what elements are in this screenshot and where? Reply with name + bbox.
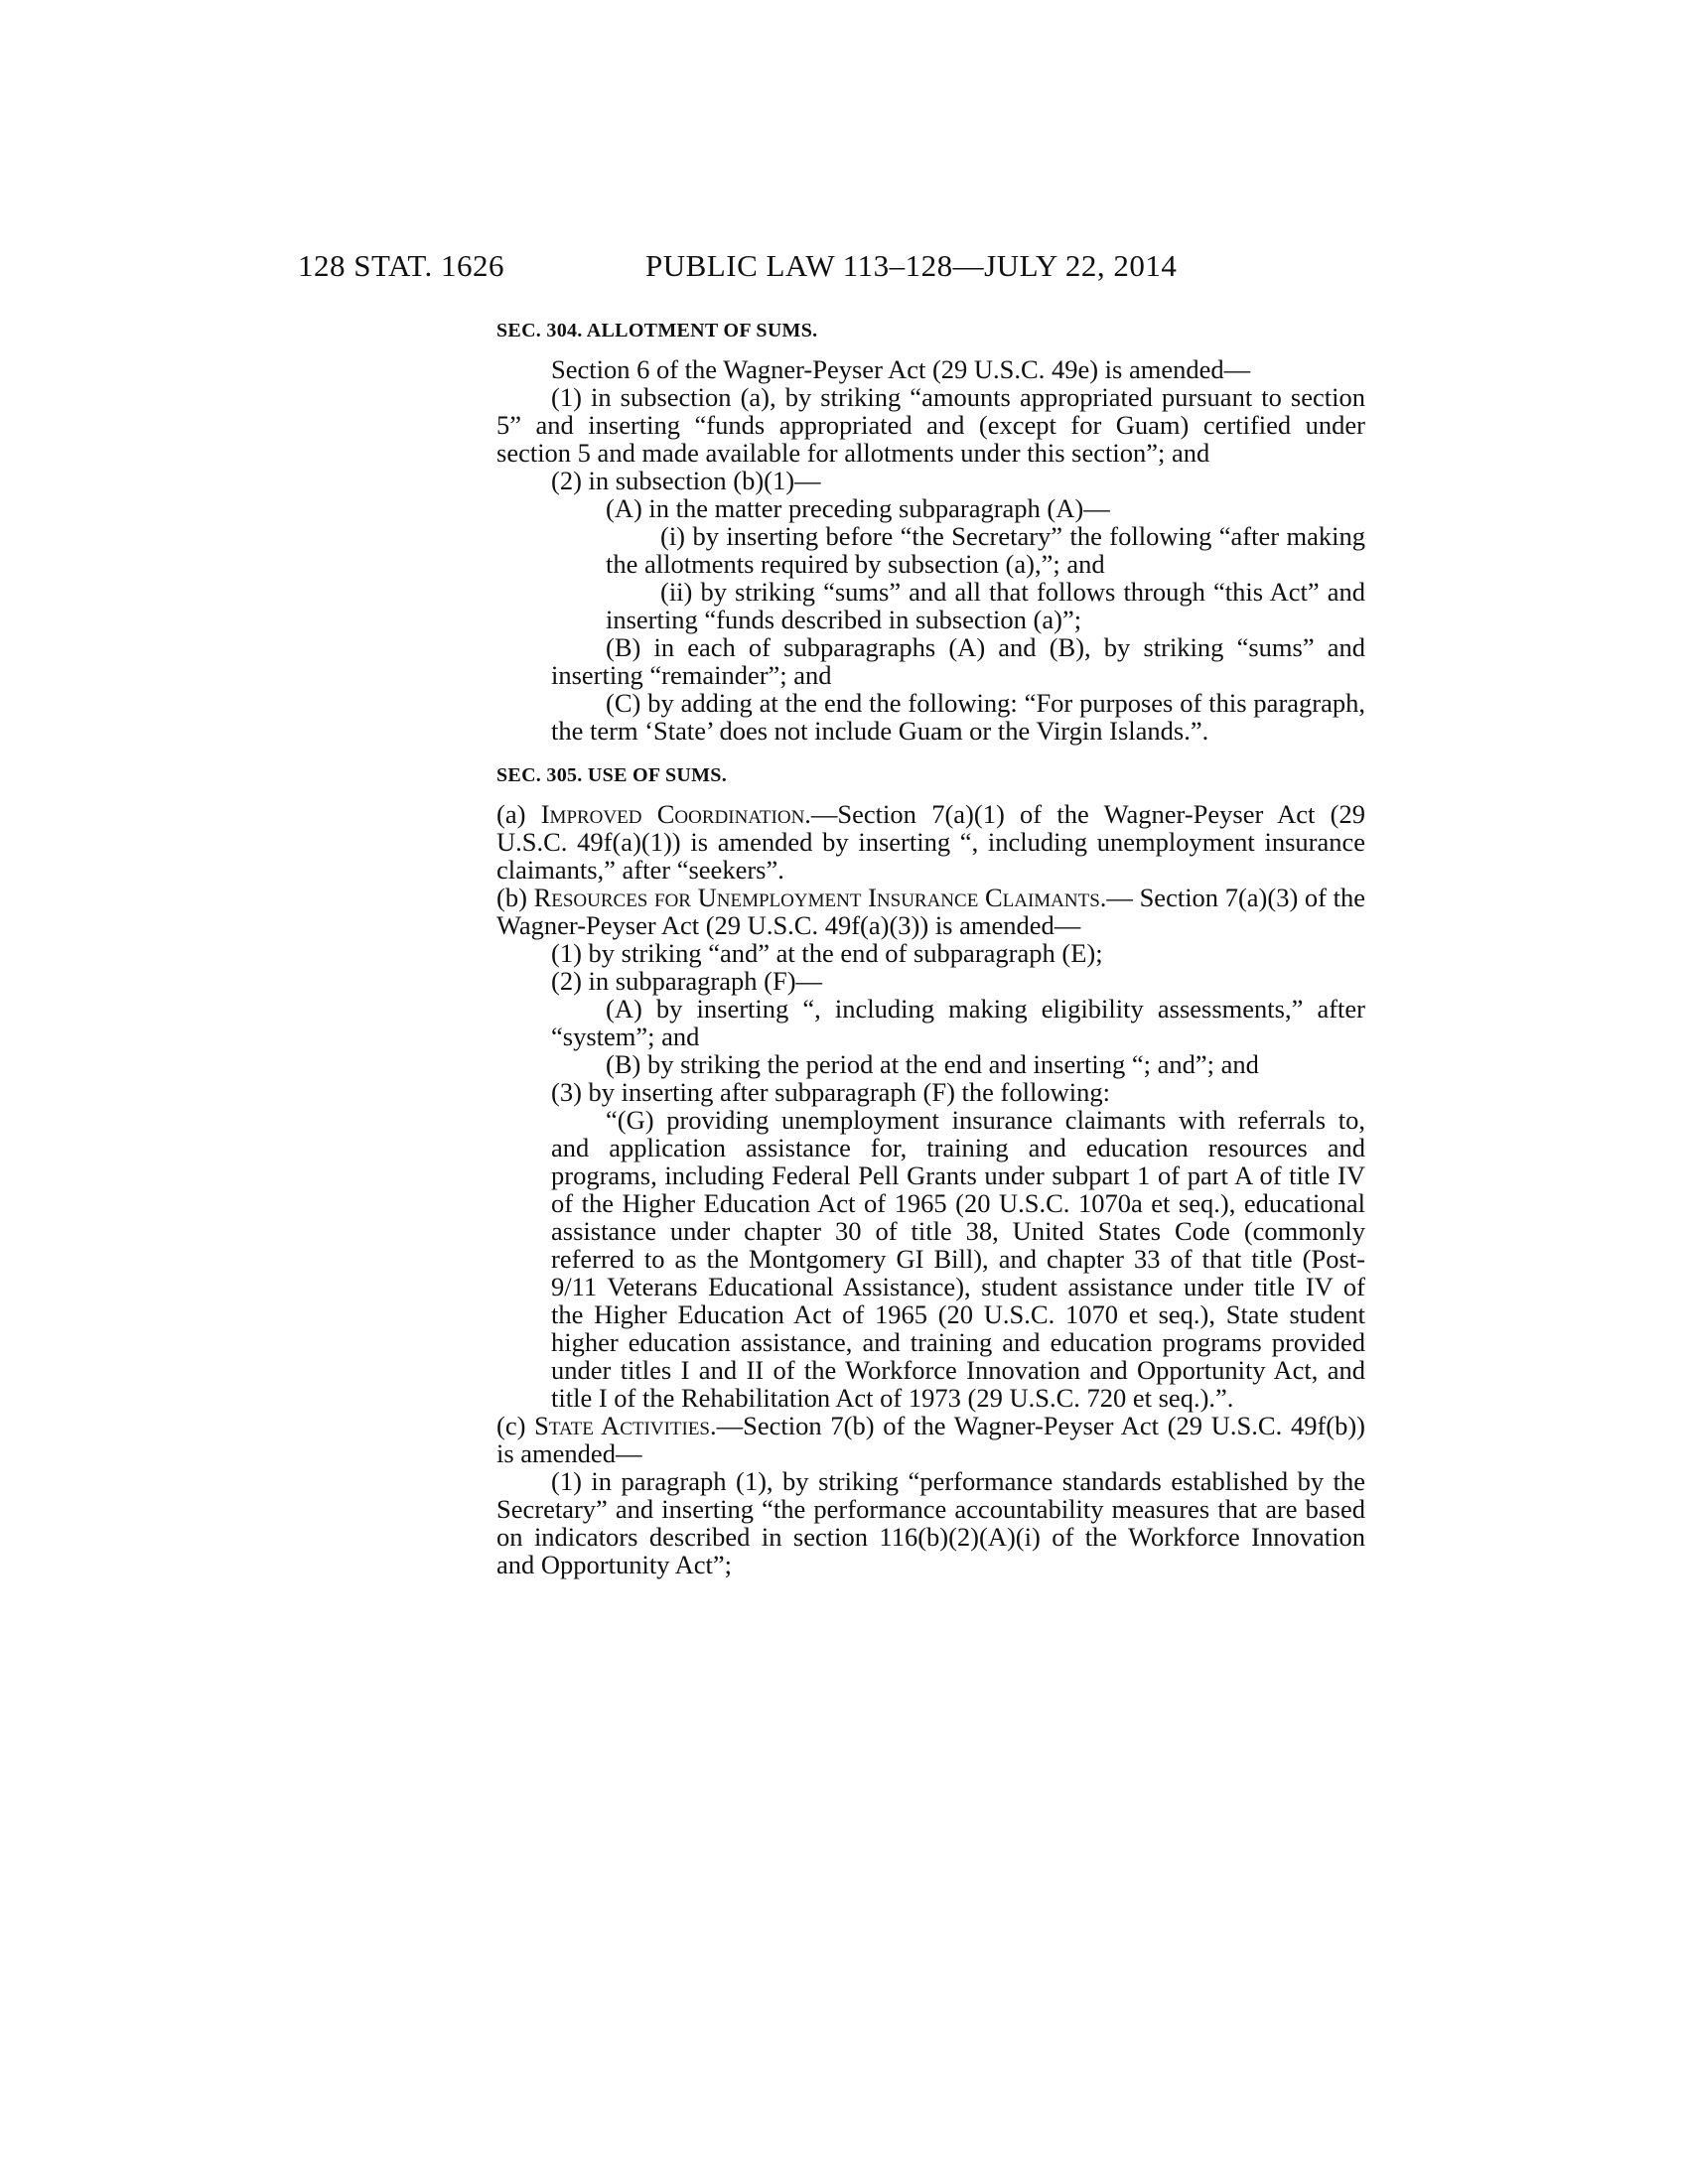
statute-citation: 128 STAT. 1626	[298, 248, 505, 283]
section-305-subsection-c	[442, 1412, 1365, 1467]
subsection-c-paragraph-1: (1) in paragraph (1), by striking “performance standards established by the Secretary” and inserting “the performance accountability measures that are based on indicators described in section 116(b)(2)(A)(i) of the Workforce Innovation and Opportunity Act”;	[496, 1466, 1365, 1579]
section-304-intro: Section 6 of the Wagner-Peyser Act (29 U.S.C. 49e) is amended—	[551, 354, 1251, 384]
subsection-b-paragraph-2: (2) in subparagraph (F)—	[551, 966, 823, 996]
document-body	[496, 318, 1365, 1578]
subsection-a-label: (a)	[496, 799, 541, 829]
section-304-clause-ii: (ii) by striking “sums” and all that follows through “this Act” and inserting “funds described in subsection (a)”;	[606, 577, 1365, 634]
subsection-b-paragraph-1: (1) by striking “and” at the end of subparagraph (E);	[551, 938, 1103, 968]
subsection-b-inserted-subparagraph-g: “(G) providing unemployment insurance claimants with referrals to, and application assistance for, training and education resources and programs, including Federal Pell Grants under subpart 1 of part A of title IV of the Higher Education Act of 1965 (20 U.S.C. 1070a et seq.), educational assistance under chapter 30 of title 38, United States Code (commonly referred to as the Montgomery GI Bill), and chapter 33 of that title (Post-9/11 Veterans Educational Assistance), student assistance under title IV of the Higher Education Act of 1965 (20 U.S.C. 1070 et seq.), State student higher education assistance, and training and education programs provided under titles I and II of the Workforce Innovation and Opportunity Act, and title I of the Rehabilitation Act of 1973 (29 U.S.C. 720 et seq.).”.	[551, 1105, 1365, 1413]
section-305-subsection-b	[442, 884, 1365, 939]
section-304-subparagraph-c: (C) by adding at the end the following: “For purposes of this paragraph, the term ‘State’ does not include Guam or the Virgin Islands.”.	[551, 688, 1365, 746]
subsection-b-heading: Resources for Unemployment Insurance Claimants.	[533, 883, 1107, 912]
subsection-c-label: (c)	[496, 1411, 535, 1440]
section-304-subparagraph-a: (A) in the matter preceding subparagraph (A)—	[606, 493, 1110, 523]
section-304-subparagraph-b: (B) in each of subparagraphs (A) and (B), by striking “sums” and inserting “remainder”; and	[551, 632, 1365, 690]
subsection-a-text: —Section 7(a)(1) of the Wagner-Peyser Act (29 U.S.C. 49f(a)(1)) is amended by inserting “, including unemployment insurance claimants,” after “seekers”.	[496, 799, 1366, 885]
subsection-b-paragraph-3: (3) by inserting after subparagraph (F) the following:	[551, 1077, 1110, 1107]
subsection-c-text: —Section 7(b) of the Wagner-Peyser Act (29 U.S.C. 49f(b)) is amended—	[496, 1411, 1366, 1468]
subsection-b-subparagraph-b: (B) by striking the period at the end and inserting “; and”; and	[606, 1049, 1259, 1079]
public-law-title: PUBLIC LAW 113–128—JULY 22, 2014	[645, 248, 1178, 283]
section-305-subsection-a	[442, 800, 1365, 884]
subsection-a-heading: Improved Coordination.	[540, 799, 811, 829]
section-304-paragraph-2: (2) in subsection (b)(1)—	[551, 466, 821, 495]
section-305-heading: SEC. 305. USE OF SUMS.	[496, 764, 728, 786]
section-304-heading: SEC. 304. ALLOTMENT OF SUMS.	[496, 320, 818, 341]
section-304-paragraph-1: (1) in subsection (a), by striking “amounts appropriated pursuant to section 5” and inserting “funds appropriated and (except for Guam) certified under section 5 and made available for allotments under this section”; and	[496, 382, 1365, 468]
subsection-c-heading: State Activities.	[534, 1411, 717, 1440]
running-header	[298, 248, 1370, 288]
subsection-b-text: — Section 7(a)(3) of the Wagner-Peyser Act (29 U.S.C. 49f(a)(3)) is amended—	[496, 883, 1366, 940]
subsection-b-label: (b)	[496, 883, 534, 912]
section-304-clause-i: (i) by inserting before “the Secretary” the following “after making the allotments required by subsection (a),”; and	[606, 521, 1365, 579]
subsection-b-subparagraph-a: (A) by inserting “, including making eligibility assessments,” after “system”; and	[551, 994, 1365, 1051]
